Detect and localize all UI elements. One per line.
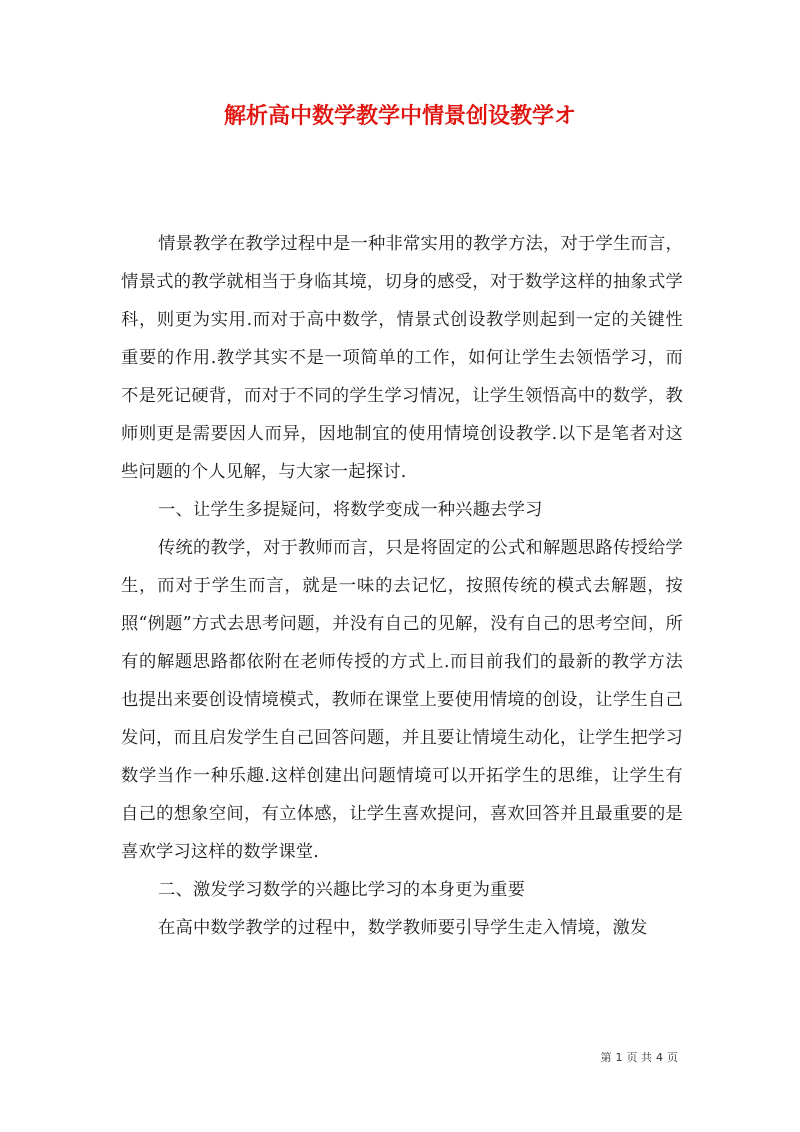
page-number	[601, 1048, 679, 1068]
document-body	[121, 225, 683, 947]
intro-paragraph: 情景教学在教学过程中是一种非常实用的教学方法，对于学生而言，情景式的教学就相当于身临其境，切身的感受，对于数学这样的抽象式学科，则更为实用.而对于高中数学，情景式创设教学则起到一定的关键性重要的作用.教学其实不是一项简单的工作，如何让学生去领悟学习，而不是死记硬背，而对于不同的学生学习情况，让学生领悟高中的数学，教师则更是需要因人而异，因地制宜的使用情境创设教学.以下是笔者对这些问题的个人见解，与大家一起探讨.	[121, 234, 683, 482]
page-suffix: 页	[667, 1051, 678, 1064]
page-middle: 页 共	[626, 1051, 652, 1064]
section-2-paragraph: 在高中数学教学的过程中，数学教师要引导学生走入情境，激发	[158, 918, 648, 938]
current-page-number: 1	[615, 1051, 623, 1064]
section-1-paragraph: 传统的教学，对于教师而言，只是将固定的公式和解题思路传授给学生，而对于学生而言，就是一味的去记忆，按照传统的模式去解题，按照“例题”方式去思考问题，并没有自己的见解，没有自己的思考空间，所有的解题思路都依附在老师传授的方式上.而目前我们的最新的教学方法也提出来要创设情境模式，教师在课堂上要使用情境的创设，让学生自己发问，而且启发学生自己回答问题，并且要让情境生动化，让学生把学习数学当作一种乐趣.这样创建出问题情境可以开拓学生的思维，让学生有自己的想象空间，有立体感，让学生喜欢提问，喜欢回答并且最重要的是喜欢学习这样的数学课堂.	[121, 538, 683, 862]
page-footer	[0, 1048, 800, 1068]
document-title: 解析高中数学教学中情景创设教学オ	[223, 103, 576, 129]
page-prefix: 第	[600, 1051, 612, 1064]
section-heading-1: 一、让学生多提疑问，将数学变成一种兴趣去学习	[158, 500, 543, 520]
section-heading-2: 二、激发学习数学的兴趣比学习的本身更为重要	[158, 880, 526, 900]
total-pages-number: 4	[656, 1051, 663, 1064]
